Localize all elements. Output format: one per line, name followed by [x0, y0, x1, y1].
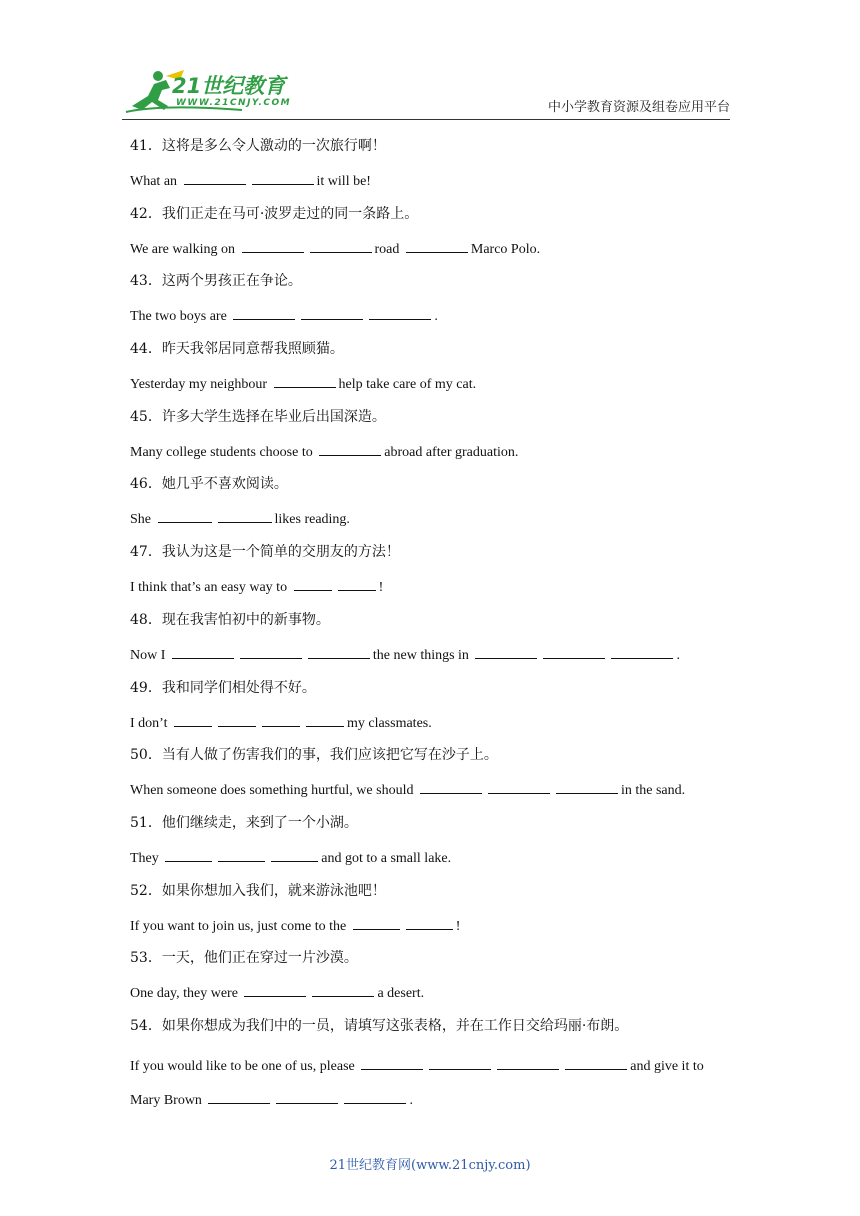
sentence-text: We are walking on	[130, 241, 235, 257]
sentence-text: Yesterday my neighbour	[130, 377, 268, 393]
question-list	[130, 136, 730, 1118]
answer-blank[interactable]	[274, 373, 336, 388]
sentence-text: help take care of my cat.	[338, 377, 477, 393]
sentence-line	[130, 982, 730, 1004]
sentence-text: One day, they were	[130, 986, 238, 1002]
answer-blank[interactable]	[475, 644, 537, 659]
question-prompt: 54．如果你想成为我们中的一员，请填写这张表格，并在工作日交给玛丽·布朗。	[130, 1017, 629, 1034]
sentence-line	[130, 712, 730, 734]
answer-blank[interactable]	[488, 779, 550, 794]
answer-blank[interactable]	[611, 644, 673, 659]
sentence-text: The two boys are	[130, 309, 227, 325]
answer-blank[interactable]	[218, 712, 256, 727]
answer-blank[interactable]	[565, 1055, 627, 1070]
answer-blank[interactable]	[172, 644, 234, 659]
sentence-text: a desert.	[377, 986, 425, 1002]
answer-blank[interactable]	[184, 170, 246, 185]
answer-blank[interactable]	[543, 644, 605, 659]
question-prompt: 51．他们继续走，来到了一个小湖。	[130, 814, 358, 831]
sentence-text: !	[455, 918, 461, 934]
question-prompt: 50．当有人做了伤害我们的事，我们应该把它写在沙子上。	[130, 747, 498, 764]
question-item	[130, 881, 730, 949]
sentence-text: .	[676, 647, 680, 663]
answer-blank[interactable]	[294, 576, 332, 591]
question-item	[130, 745, 730, 813]
sentence-text: road	[374, 241, 400, 257]
question-prompt: 45．许多大学生选择在毕业后出国深造。	[130, 408, 386, 425]
answer-blank[interactable]	[208, 1089, 270, 1104]
sentence-text: I think that’s an easy way to	[130, 580, 288, 596]
sentence-text: !	[378, 580, 384, 596]
question-prompt: 42．我们正走在马可·波罗走过的同一条路上。	[130, 205, 419, 222]
question-item	[130, 407, 730, 475]
answer-blank[interactable]	[369, 305, 431, 320]
answer-blank[interactable]	[218, 847, 265, 862]
sentence-line	[130, 170, 730, 192]
sentence-text: If you want to join us, just come to the	[130, 918, 347, 934]
question-item	[130, 136, 730, 204]
sentence-text: and give it to Mary Brown	[130, 1058, 704, 1108]
logo-url: WWW.21CNJY.COM	[176, 98, 292, 108]
question-item	[130, 542, 730, 610]
sentence-text: my classmates.	[346, 715, 432, 731]
answer-blank[interactable]	[271, 847, 318, 862]
header-tagline: 中小学教育资源及组卷应用平台	[547, 100, 730, 115]
answer-blank[interactable]	[497, 1055, 559, 1070]
question-prompt: 48．现在我害怕初中的新事物。	[130, 611, 330, 628]
sentence-text: abroad after graduation.	[384, 444, 519, 460]
question-item	[130, 271, 730, 339]
sentence-line	[130, 373, 730, 395]
sentence-line	[130, 305, 730, 327]
answer-blank[interactable]	[319, 441, 381, 456]
question-prompt: 43．这两个男孩正在争论。	[130, 273, 302, 290]
answer-blank[interactable]	[556, 779, 618, 794]
sentence-text: and got to a small lake.	[321, 850, 452, 866]
answer-blank[interactable]	[240, 644, 302, 659]
answer-blank[interactable]	[233, 305, 295, 320]
answer-blank[interactable]	[406, 238, 468, 253]
sentence-text: They	[130, 850, 159, 866]
answer-blank[interactable]	[406, 915, 453, 930]
sentence-text: likes reading.	[274, 512, 350, 528]
header-divider	[122, 119, 730, 120]
sentence-text: .	[434, 309, 438, 325]
question-prompt: 53．一天，他们正在穿过一片沙漠。	[130, 950, 358, 967]
question-item	[130, 204, 730, 272]
answer-blank[interactable]	[244, 982, 306, 997]
answer-blank[interactable]	[310, 238, 372, 253]
sentence-line	[130, 441, 730, 463]
answer-blank[interactable]	[276, 1089, 338, 1104]
answer-blank[interactable]	[301, 305, 363, 320]
sentence-text: What an	[130, 174, 178, 189]
sentence-text: She	[130, 512, 151, 528]
answer-blank[interactable]	[429, 1055, 491, 1070]
answer-blank[interactable]	[308, 644, 370, 659]
sentence-text: Marco Polo.	[470, 241, 541, 257]
sentence-line	[130, 576, 730, 598]
question-prompt: 49．我和同学们相处得不好。	[130, 679, 316, 696]
page-header	[0, 0, 860, 122]
question-prompt: 47．我认为这是一个简单的交朋友的方法！	[130, 544, 400, 561]
answer-blank[interactable]	[420, 779, 482, 794]
answer-blank[interactable]	[158, 508, 212, 523]
sentence-text: the new things in	[372, 647, 469, 663]
answer-blank[interactable]	[306, 712, 344, 727]
answer-blank[interactable]	[165, 847, 212, 862]
sentence-text: Many college students choose to	[130, 444, 313, 460]
answer-blank[interactable]	[353, 915, 400, 930]
question-prompt: 41．这将是多么令人激动的一次旅行啊！	[130, 138, 386, 154]
sentence-line	[130, 1050, 730, 1118]
sentence-line	[130, 779, 730, 801]
sentence-line	[130, 238, 730, 260]
question-item	[130, 339, 730, 407]
sentence-text: If you would like to be one of us, please	[130, 1058, 355, 1074]
sentence-text: in the sand.	[620, 783, 686, 799]
question-item	[130, 813, 730, 881]
question-item	[130, 1016, 730, 1118]
question-item	[130, 948, 730, 1016]
sentence-line	[130, 915, 730, 937]
answer-blank[interactable]	[174, 712, 212, 727]
sentence-line	[130, 847, 730, 869]
sentence-text: When someone does something hurtful, we should	[130, 783, 414, 799]
answer-blank[interactable]	[252, 170, 314, 185]
logo-text: 21世纪教育	[172, 74, 286, 98]
answer-blank[interactable]	[218, 508, 272, 523]
sentence-text: Now I	[130, 647, 166, 663]
question-prompt: 44．昨天我邻居同意帮我照顾猫。	[130, 341, 344, 358]
question-prompt: 52．如果你想加入我们，就来游泳池吧！	[130, 882, 386, 899]
question-item	[130, 474, 730, 542]
answer-blank[interactable]	[242, 238, 304, 253]
answer-blank[interactable]	[312, 982, 374, 997]
question-prompt: 46．她几乎不喜欢阅读。	[130, 476, 288, 493]
sentence-line	[130, 644, 730, 666]
answer-blank[interactable]	[344, 1089, 406, 1104]
answer-blank[interactable]	[361, 1055, 423, 1070]
sentence-text: .	[409, 1092, 413, 1108]
question-item	[130, 678, 730, 746]
sentence-text: it will be!	[316, 174, 371, 189]
answer-blank[interactable]	[338, 576, 376, 591]
question-item	[130, 610, 730, 678]
page-footer: 21世纪教育网(www.21cnjy.com)	[329, 1158, 531, 1173]
answer-blank[interactable]	[262, 712, 300, 727]
sentence-line	[130, 508, 730, 530]
sentence-text: I don’t	[130, 715, 168, 731]
